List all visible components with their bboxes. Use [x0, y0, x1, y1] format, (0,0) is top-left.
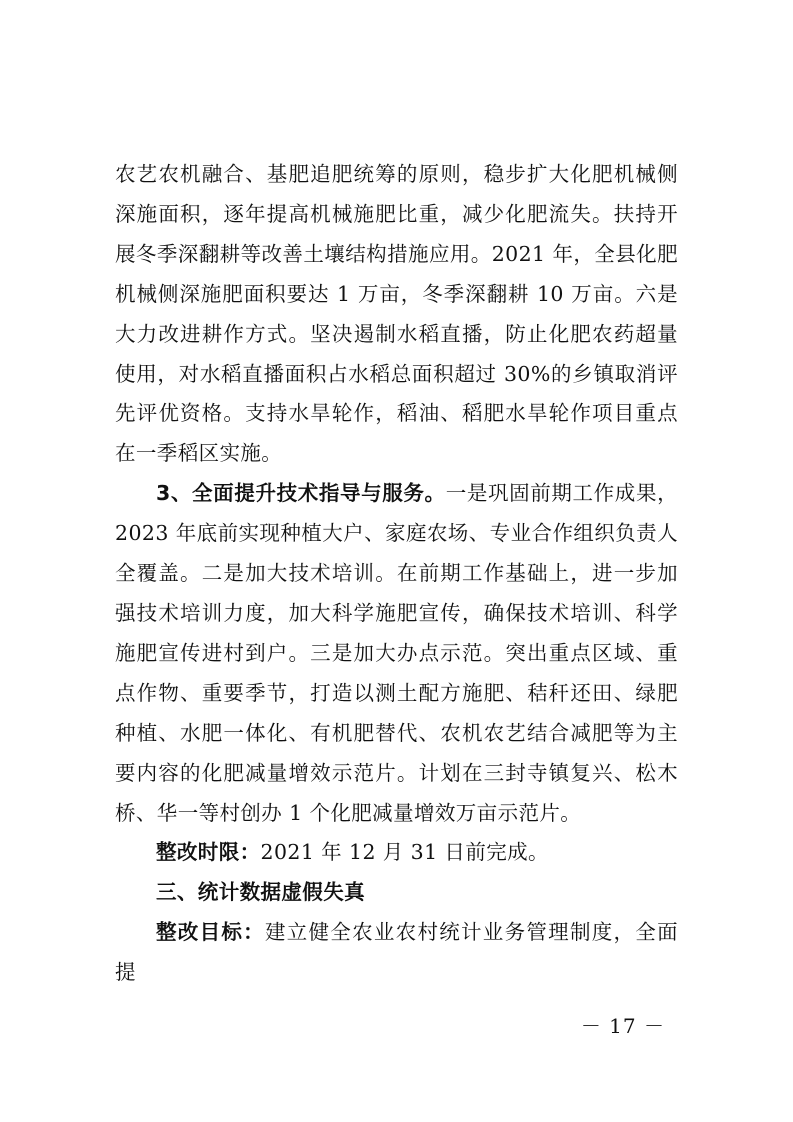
deadline-label: 整改时限：	[156, 840, 261, 865]
paragraph-technical-guidance	[115, 474, 678, 833]
paragraph-section-three	[115, 873, 678, 913]
page-number: － 17 －	[580, 1014, 665, 1038]
paragraph-deadline	[115, 833, 678, 873]
section-heading: 3、全面提升技术指导与服务。	[156, 481, 446, 506]
paragraph-goal	[115, 913, 678, 993]
paragraph-text: 一是巩固前期工作成果，2023 年底前实现种植大户、家庭农场、专业合作组织负责人全覆盖。二是加大技术培训。在前期工作基础上，进一步加强技术培训力度，加大科学施肥宣传，确保技术培训、科学施肥宣传进村到户。三是加大办点示范。突出重点区域、重点作物、重要季节，打造以测土配方施肥、秸秆还田、绿肥种植、水肥一体化、有机肥替代、农机农艺结合减肥等为主要内容的化肥减量增效示范片。计划在三封寺镇复兴、松木桥、华一等村创办 1 个化肥减量增效万亩示范片。	[115, 481, 678, 825]
paragraph-text: 农艺农机融合、基肥追肥统筹的原则，稳步扩大化肥机械侧深施面积，逐年提高机械施肥比重，减少化肥流失。扶持开展冬季深翻耕等改善土壤结构措施应用。2021 年，全县化肥机械侧深施肥面积要达 1 万亩，冬季深翻耕 10 万亩。六是大力改进耕作方式。坚决遏制水稻直播，防止化肥农药超量使用，对水稻直播面积占水稻总面积超过 30%的乡镇取消评先评优资格。支持水旱轮作，稻油、稻肥水旱轮作项目重点在一季稻区实施。	[115, 162, 678, 466]
body-text	[115, 155, 678, 993]
goal-label: 整改目标：	[156, 920, 265, 945]
goal-text: 建立健全农业农村统计业务管理制度，全面提	[115, 920, 678, 985]
deadline-text: 2021 年 12 月 31 日前完成。	[260, 840, 549, 865]
section-title: 三、统计数据虚假失真	[156, 880, 365, 905]
paragraph-continuation	[115, 155, 678, 474]
